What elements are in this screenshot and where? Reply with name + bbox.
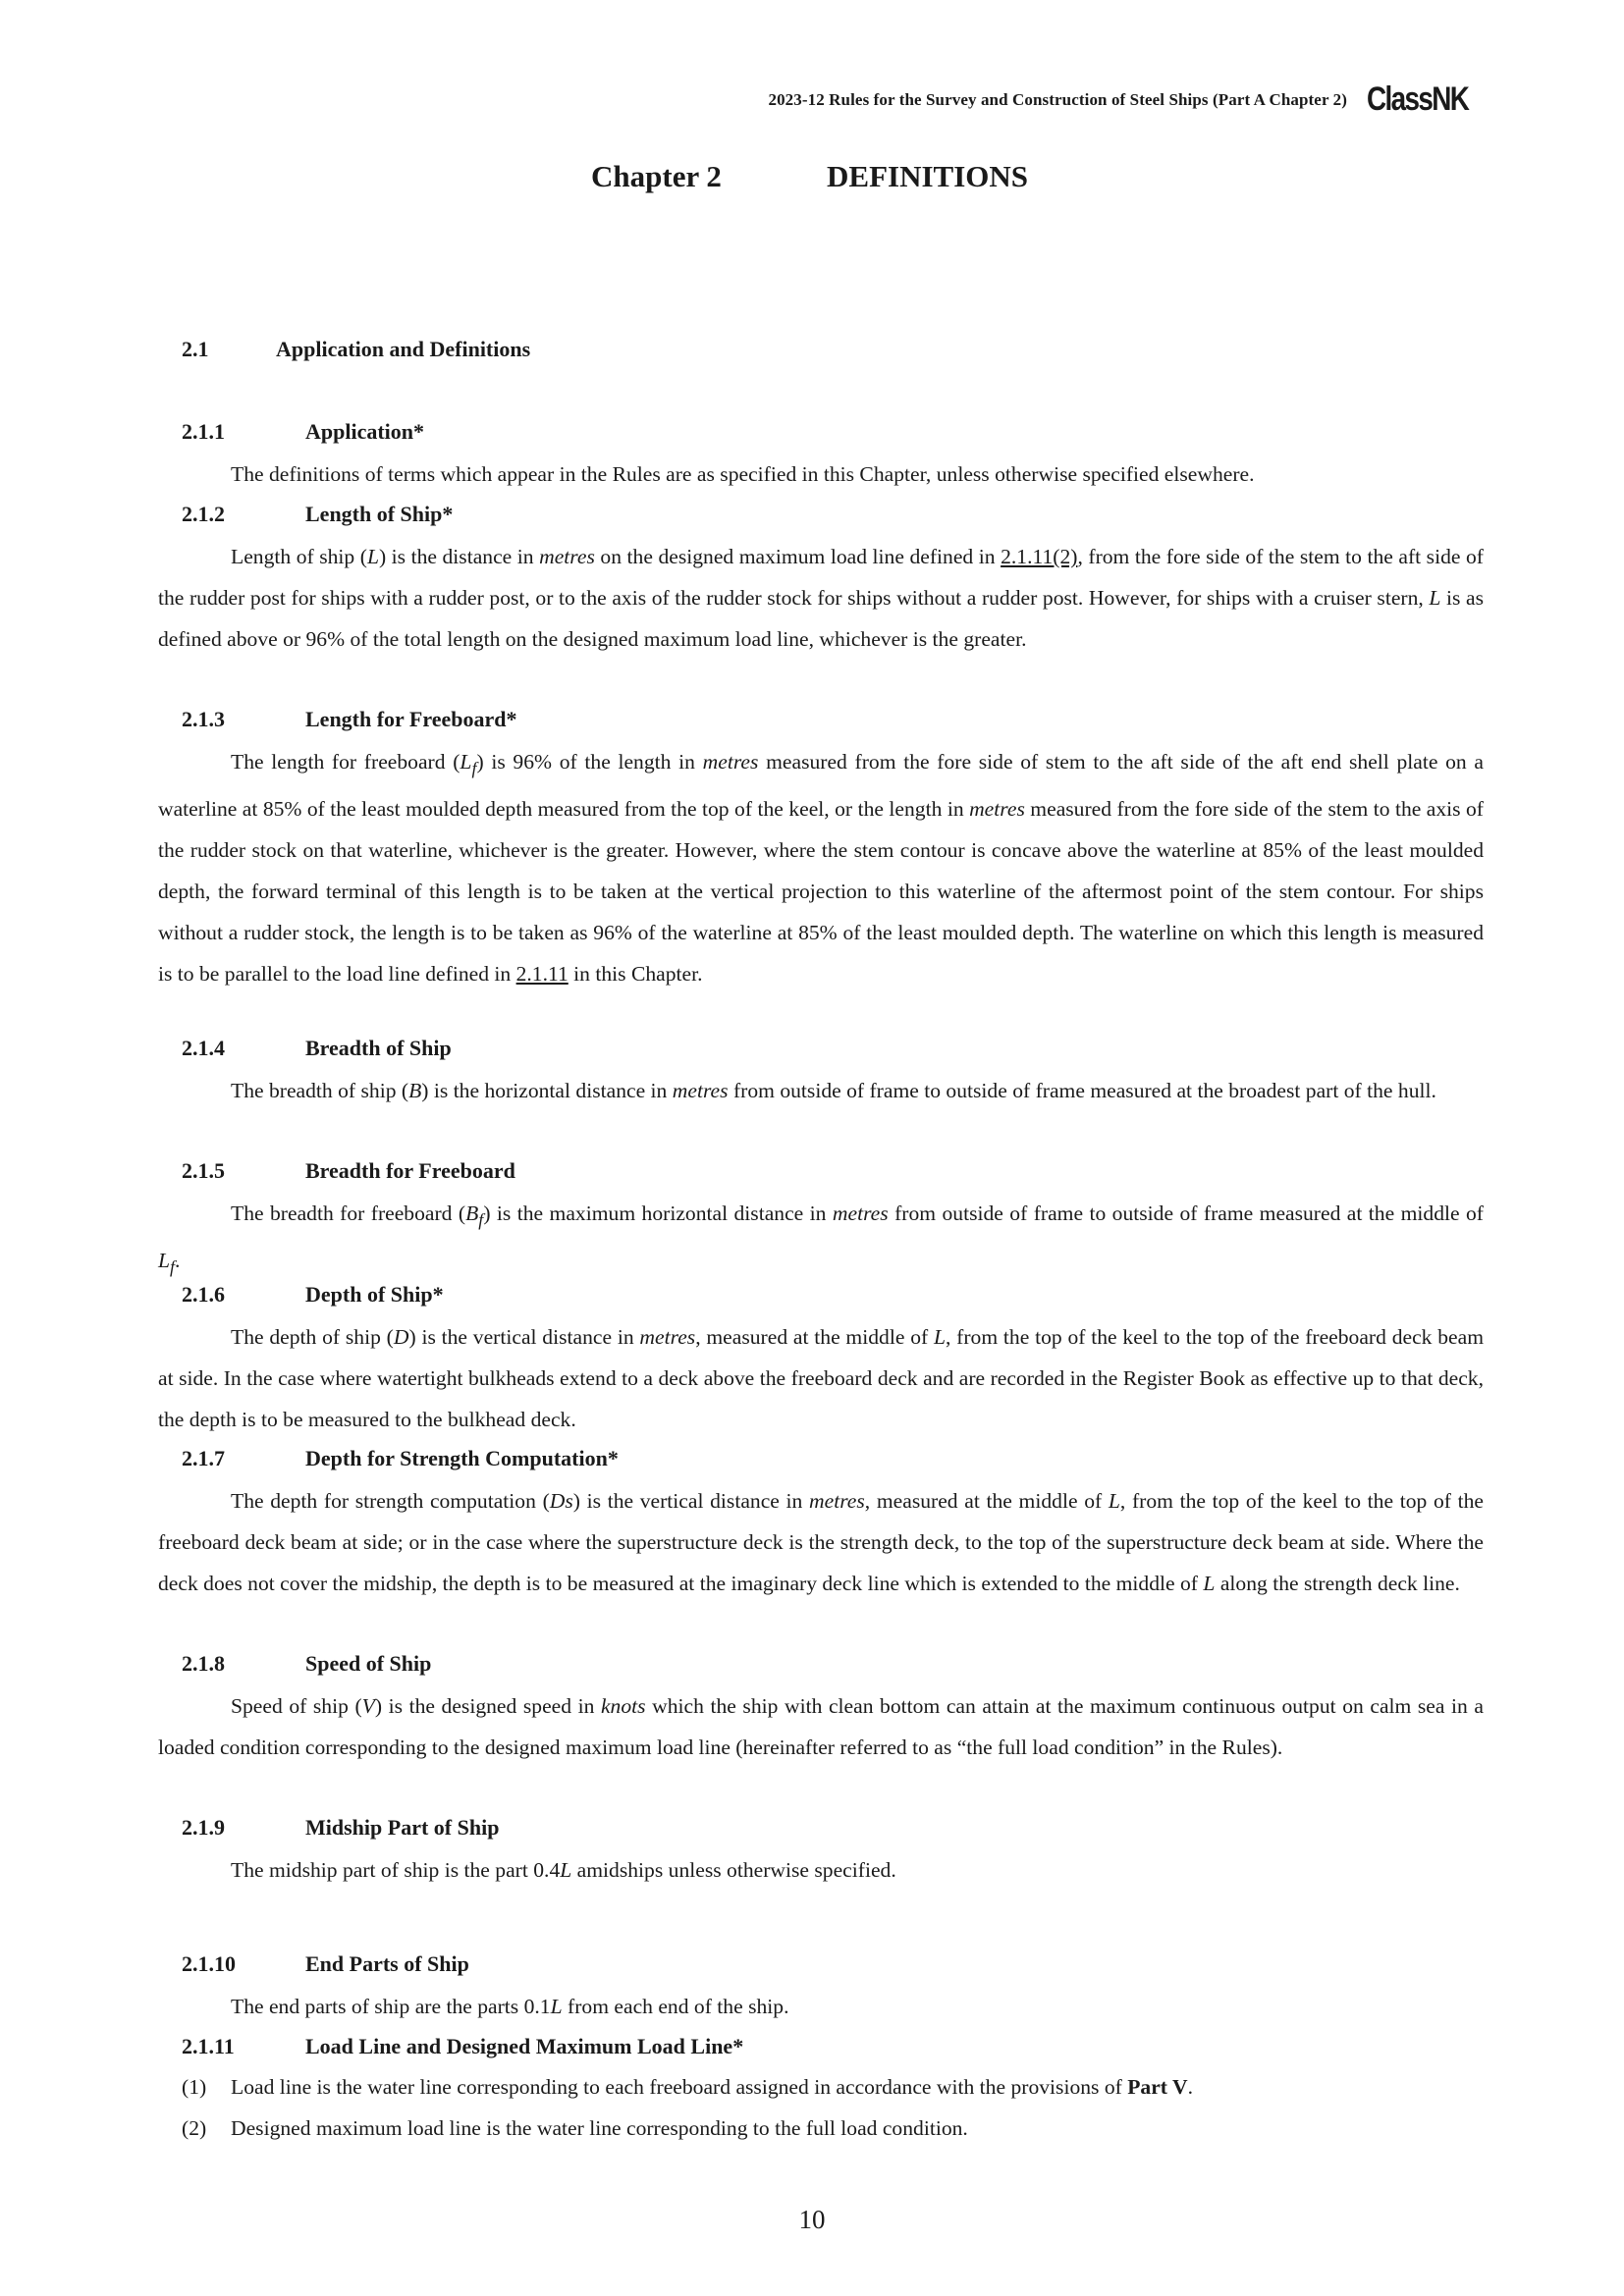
paragraph: The end parts of ship are the parts 0.1L from each end of the ship. (231, 1995, 789, 2018)
chapter-number: Chapter 2 (591, 159, 722, 193)
cross-reference-link[interactable]: 2.1.11 (515, 962, 568, 987)
running-title: 2023-12 Rules for the Survey and Construction of Steel Ships (Part A Chapter 2) (768, 89, 1347, 109)
paragraph: Speed of ship (V) is the designed speed in knots which the ship with clean bottom can attain at the maximum continuous output on calm sea in a loaded condition corresponding to the designed maximum load line (hereinafter referred to as “the full load condition” in the Rules). (158, 1694, 1484, 1759)
paragraph: Length of ship (L) is the distance in metres on the designed maximum load line defined in 2.1.11(2), from the fore side of the stem to the aft side of the rudder post for ships with a rudder post, or to the axis of the rudder stock for ships without a rudder post. However, for ships with a cruiser stern, L is as defined above or 96% of the total length on the designed maximum load line, whichever is the greater. (158, 545, 1485, 651)
running-header (768, 80, 1477, 119)
list-item: (2) Designed maximum load line is the water line corresponding to the full load condition. (182, 2116, 968, 2140)
paragraph: The depth of ship (D) is the vertical distance in metres, measured at the middle of L, from the top of the keel to the top of the freeboard deck beam at side. In the case where watertight bulkheads extend to a deck above the freeboard deck and are recorded in the Register Book as effective up to that deck, the depth is to be measured to the bulkhead deck. (158, 1325, 1484, 1431)
chapter-title: DEFINITIONS (827, 159, 1028, 193)
classnk-logo: ClassNK (1367, 80, 1469, 118)
paragraph: The breadth for freeboard $(B_f)$ is the maximum horizontal distance in metres from outside of frame to outside of frame measured at the middle of $L_f$. (158, 1201, 1484, 1277)
paragraph: The definitions of terms which appear in the Rules are as specified in this Chapter, unless otherwise specified elsewhere. (231, 462, 1255, 486)
list-item: (1) Load line is the water line corresponding to each freeboard assigned in accordance with the provisions of Part V. (182, 2075, 1194, 2099)
page-number: 10 (798, 2205, 826, 2234)
paragraph: The midship part of ship is the part 0.4L amidships unless otherwise specified. (231, 1858, 896, 1882)
cross-reference-link[interactable]: 2.1.11(2) (1001, 545, 1078, 568)
paragraph: The breadth of ship (B) is the horizontal distance in metres from outside of frame to outside of frame measured at the broadest part of the hull. (231, 1079, 1436, 1102)
paragraph: The depth for strength computation (Ds) is the vertical distance in metres, measured at the middle of L, from the top of the keel to the top of the freeboard deck beam at side; or in the case where the superstructure deck is the strength deck, to the top of the superstructure deck beam at side. Where the deck does not cover the midship, the depth is to be measured at the imaginary deck line which is extended to the middle of L along the strength deck line. (158, 1489, 1485, 1595)
paragraph: The length for freeboard $(L_f)$ is 96% of the length in metres measured from the fore side of stem to the aft side of the aft end shell plate on a waterline at 85% of the least moulded depth measured from the top of the keel, or the length in metres measured from the fore side of the stem to the axis of the rudder stock on that waterline, whichever is the greater. However, where the stem contour is concave above the waterline at 85% of the least moulded depth, the forward terminal of this length is to be taken at the vertical projection to this waterline of the aftermost point of the stem contour. For ships without a rudder stock, the length is to be taken as 96% of the waterline at 85% of the least moulded depth. The waterline on which this length is measured is to be parallel to the load line defined in 2.1.11 in this Chapter. (158, 750, 1485, 987)
